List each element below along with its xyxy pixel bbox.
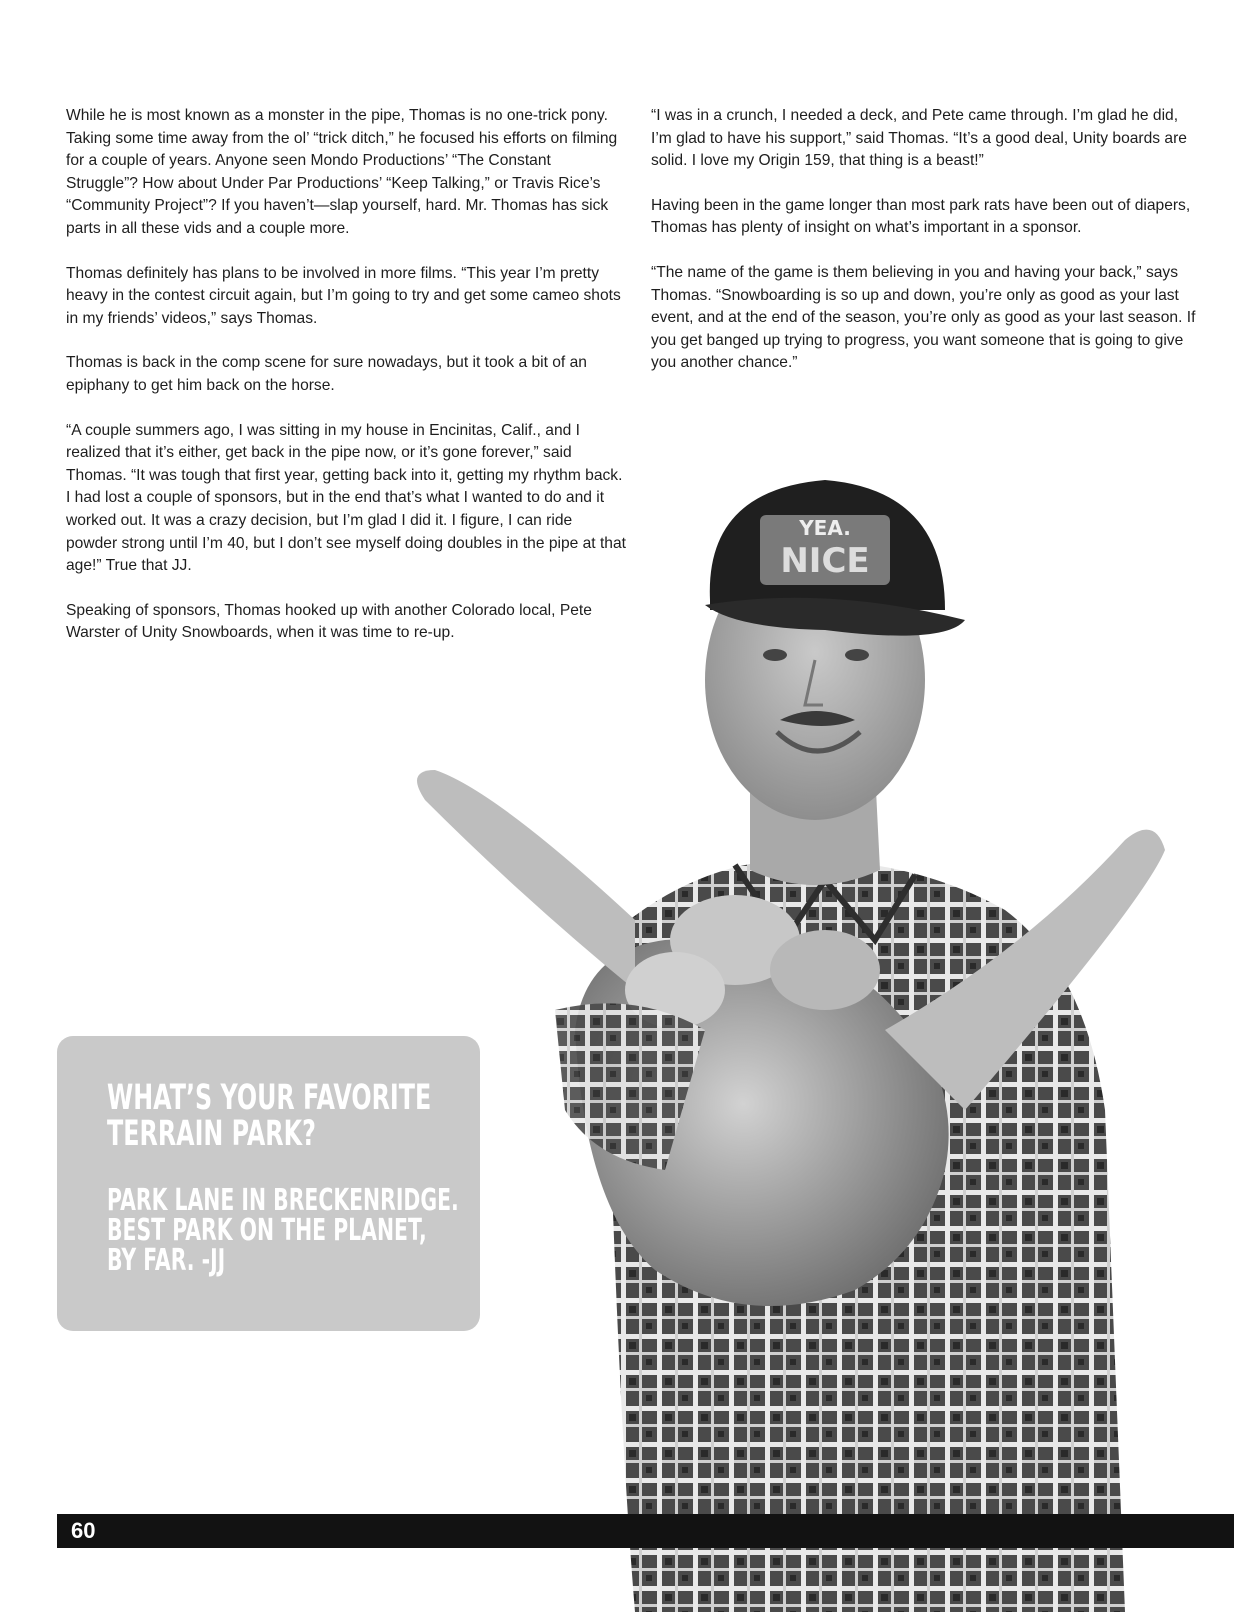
article-paragraph: Thomas is back in the comp scene for sure nowadays, but it took a bit of an epiphany to get him back on the horse.	[66, 354, 587, 394]
callout-question-line: WHAT’S YOUR FAVORITE	[107, 1078, 432, 1118]
callout-answer	[107, 1183, 459, 1278]
article-paragraph: “I was in a crunch, I needed a deck, and Pete came through. I’m glad he did, I’m glad to have his support,” said Thomas. “It’s a good deal, Unity boards are solid. I love my Origin 159, that thing is a beast!”	[651, 107, 1187, 170]
article-paragraph: Thomas definitely has plans to be involved in more films. “This year I’m pretty heavy in the contest circuit again, but I’m going to try and get some cameo shots in my friends’ videos,” says Thomas.	[66, 264, 621, 327]
portrait-photo	[405, 470, 1234, 1612]
callout-question	[107, 1080, 431, 1152]
article-paragraph: Having been in the game longer than most park rats have been out of diapers, Thomas has plenty of insight on what’s important in a sponsor.	[651, 196, 1191, 237]
cap-text-line2: NICE	[780, 541, 870, 581]
cap-text-line1: YEA.	[799, 516, 851, 540]
callout-answer-line: PARK LANE IN BRECKENRIDGE.	[107, 1183, 459, 1218]
article-paragraph: “A couple summers ago, I was sitting in my house in Encinitas, Calif., and I realized that it’s either, get back in the pipe now, or it’s gone forever,” said Thomas. “It was tough that first year, getting back into it, getting my rhythm back. I had lost a couple of sponsors, but in the end that’s what I wanted to do and it worked out. It was a crazy decision, but I’m glad I did it. I figure, I can ride powder strong until I’m 40, but I don’t see myself doing doubles in the pipe at that age!” True that JJ.	[66, 421, 626, 575]
page-number: 60	[71, 1518, 96, 1543]
callout-answer-line: BY FAR. -JJ	[107, 1243, 226, 1278]
trucker-cap	[705, 480, 965, 636]
article-paragraph: While he is most known as a monster in the pipe, Thomas is no one-trick pony. Taking some time away from the ol’ “trick ditch,” he focused his efforts on filming for a couple of years. Anyone seen Mondo Productions’ “The Constant Struggle”? How about Under Par Productions’ “Keep Talking,” or Travis Rice’s “Community Project”? If you haven’t—slap yourself, hard. Mr. Thomas has sick parts in all these vids and a couple more.	[66, 107, 618, 237]
qa-callout-box	[57, 1036, 480, 1331]
callout-answer-line: BEST PARK ON THE PLANET,	[107, 1213, 427, 1248]
article-right-column	[651, 105, 1199, 397]
callout-question-line: TERRAIN PARK?	[107, 1114, 316, 1154]
article-paragraph: Speaking of sponsors, Thomas hooked up with another Colorado local, Pete Warster of Unity Snowboards, when it was time to re-up.	[66, 601, 592, 642]
article-paragraph: “The name of the game is them believing in you and having your back,” says Thomas. “Snowboarding is so up and down, you’re only as good as your last event, and at the end of the season, you’re only as good as your last season. If you get banged up trying to progress, you want someone that is going to give you another chance.”	[651, 263, 1196, 372]
footer-bar	[57, 1514, 1234, 1548]
